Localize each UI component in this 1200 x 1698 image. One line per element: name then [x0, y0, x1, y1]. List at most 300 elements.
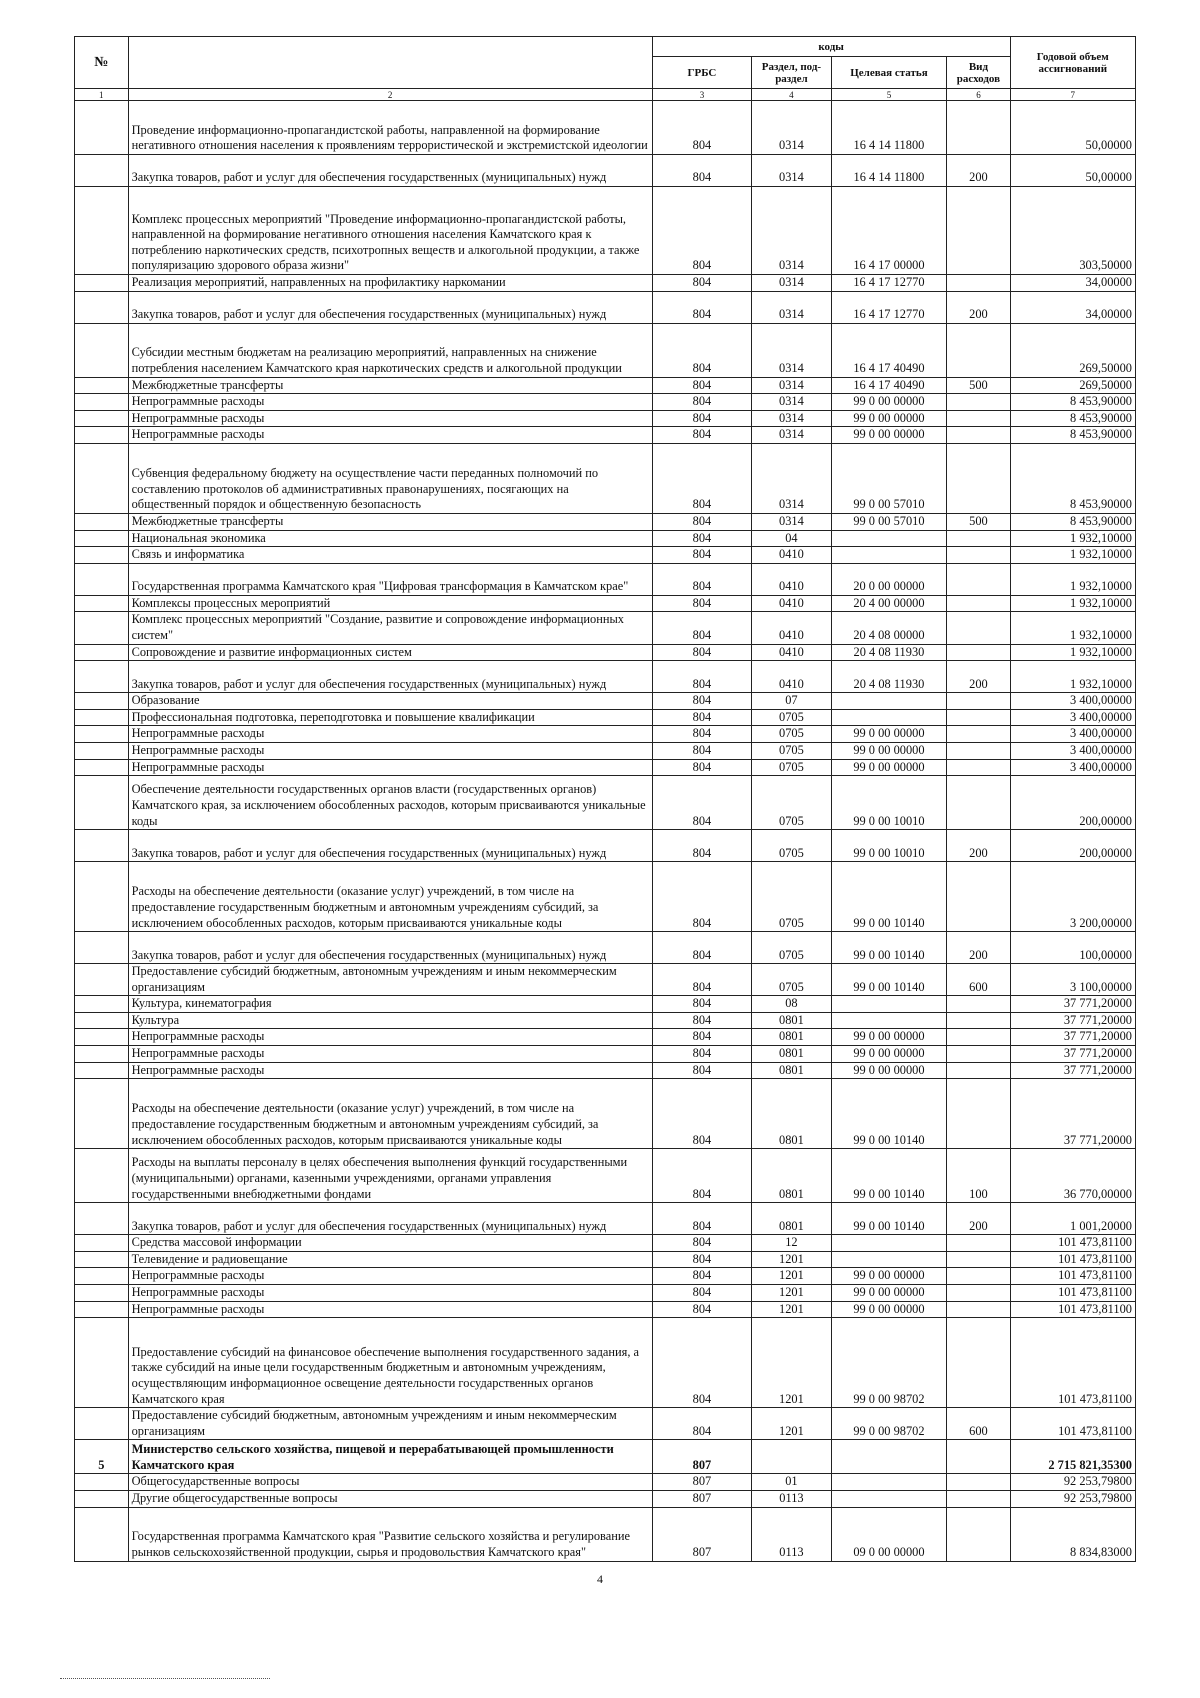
row-name: Национальная экономика	[128, 530, 652, 547]
row-volume: 50,00000	[1010, 101, 1135, 155]
header-index: 6	[947, 89, 1010, 101]
row-number	[75, 1046, 129, 1063]
row-grbs: 804	[652, 964, 752, 996]
table-row	[75, 547, 1136, 564]
row-name: Закупка товаров, работ и услуг для обеспечения государственных (муниципальных) нужд	[128, 1203, 652, 1235]
row-volume: 1 932,10000	[1010, 644, 1135, 661]
row-expense-type	[947, 394, 1010, 411]
row-volume: 3 200,00000	[1010, 862, 1135, 932]
row-razdel: 0314	[752, 155, 831, 187]
row-name: Межбюджетные трансферты	[128, 377, 652, 394]
row-volume: 37 771,20000	[1010, 1012, 1135, 1029]
row-target-article: 99 0 00 00000	[831, 1046, 947, 1063]
table-row	[75, 759, 1136, 776]
row-expense-type	[947, 1268, 1010, 1285]
table-row	[75, 513, 1136, 530]
row-volume: 37 771,20000	[1010, 1062, 1135, 1079]
row-target-article	[831, 1251, 947, 1268]
row-volume: 303,50000	[1010, 187, 1135, 275]
row-grbs: 804	[652, 1203, 752, 1235]
row-target-article: 20 4 08 11930	[831, 644, 947, 661]
row-volume: 8 453,90000	[1010, 410, 1135, 427]
row-name: Непрограммные расходы	[128, 427, 652, 444]
row-name: Закупка товаров, работ и услуг для обеспечения государственных (муниципальных) нужд	[128, 291, 652, 323]
row-expense-type	[947, 726, 1010, 743]
table-row	[75, 1062, 1136, 1079]
table-row	[75, 155, 1136, 187]
row-volume: 1 932,10000	[1010, 595, 1135, 612]
row-razdel: 0705	[752, 964, 831, 996]
table-row	[75, 1149, 1136, 1203]
row-razdel: 0314	[752, 275, 831, 292]
row-number	[75, 595, 129, 612]
table-row	[75, 1440, 1136, 1474]
row-grbs: 804	[652, 547, 752, 564]
row-razdel: 0801	[752, 1029, 831, 1046]
row-number	[75, 759, 129, 776]
row-expense-type	[947, 595, 1010, 612]
row-volume: 8 453,90000	[1010, 427, 1135, 444]
row-volume: 3 400,00000	[1010, 693, 1135, 710]
table-header	[75, 37, 1136, 101]
row-expense-type	[947, 547, 1010, 564]
row-razdel: 1201	[752, 1318, 831, 1408]
row-volume: 100,00000	[1010, 932, 1135, 964]
row-number	[75, 964, 129, 996]
row-number	[75, 1079, 129, 1149]
row-volume: 8 453,90000	[1010, 443, 1135, 513]
table-row	[75, 1079, 1136, 1149]
row-volume: 101 473,81100	[1010, 1301, 1135, 1318]
row-name: Предоставление субсидий на финансовое обеспечение выполнения государственного задания, а также субсидий на иные цели государственным бюджетным и автономным учреждениям, осуществляющим информационное освещение деятельности государственных органов Камчатского края	[128, 1318, 652, 1408]
row-name: Непрограммные расходы	[128, 1301, 652, 1318]
row-grbs: 804	[652, 443, 752, 513]
row-target-article: 99 0 00 10140	[831, 964, 947, 996]
row-number	[75, 394, 129, 411]
table-row	[75, 410, 1136, 427]
row-razdel: 0705	[752, 862, 831, 932]
row-name: Предоставление субсидий бюджетным, автономным учреждениям и иным некоммерческим организациям	[128, 1408, 652, 1440]
row-grbs: 807	[652, 1474, 752, 1491]
table-row	[75, 1507, 1136, 1561]
header-index: 5	[831, 89, 947, 101]
row-number	[75, 530, 129, 547]
row-expense-type: 200	[947, 155, 1010, 187]
row-volume: 1 932,10000	[1010, 547, 1135, 564]
row-name: Телевидение и радиовещание	[128, 1251, 652, 1268]
row-razdel: 0314	[752, 394, 831, 411]
row-number	[75, 1029, 129, 1046]
table-row	[75, 275, 1136, 292]
row-grbs: 804	[652, 742, 752, 759]
row-razdel: 0801	[752, 1149, 831, 1203]
row-expense-type	[947, 776, 1010, 830]
row-number	[75, 661, 129, 693]
row-razdel: 01	[752, 1474, 831, 1491]
table-row	[75, 964, 1136, 996]
row-target-article	[831, 1474, 947, 1491]
row-volume: 3 400,00000	[1010, 759, 1135, 776]
table-row	[75, 1046, 1136, 1063]
table-row	[75, 862, 1136, 932]
row-name: Профессиональная подготовка, переподготовка и повышение квалификации	[128, 709, 652, 726]
row-volume: 36 770,00000	[1010, 1149, 1135, 1203]
row-name: Непрограммные расходы	[128, 1029, 652, 1046]
row-name: Субвенция федеральному бюджету на осуществление части переданных полномочий по составлению протоколов об административных правонарушениях, посягающих на общественный порядок и общественную безопасность	[128, 443, 652, 513]
row-target-article	[831, 1012, 947, 1029]
row-expense-type	[947, 1474, 1010, 1491]
row-number	[75, 1507, 129, 1561]
row-target-article: 99 0 00 10010	[831, 776, 947, 830]
header-index: 3	[652, 89, 752, 101]
row-expense-type	[947, 1029, 1010, 1046]
row-grbs: 804	[652, 862, 752, 932]
row-razdel: 0410	[752, 563, 831, 595]
row-target-article: 20 0 00 00000	[831, 563, 947, 595]
row-razdel: 08	[752, 996, 831, 1013]
row-grbs: 804	[652, 291, 752, 323]
row-number	[75, 776, 129, 830]
row-grbs: 804	[652, 323, 752, 377]
row-volume: 101 473,81100	[1010, 1268, 1135, 1285]
row-razdel: 0801	[752, 1046, 831, 1063]
row-grbs: 804	[652, 513, 752, 530]
row-grbs: 804	[652, 996, 752, 1013]
row-number	[75, 612, 129, 644]
row-razdel: 0705	[752, 709, 831, 726]
row-name: Министерство сельского хозяйства, пищевой и перерабатывающей промышленности Камчатского края	[128, 1440, 652, 1474]
row-razdel: 0314	[752, 513, 831, 530]
row-target-article: 99 0 00 10010	[831, 830, 947, 862]
row-number	[75, 742, 129, 759]
row-grbs: 804	[652, 612, 752, 644]
table-row	[75, 693, 1136, 710]
table-row	[75, 1251, 1136, 1268]
row-target-article: 99 0 00 00000	[831, 1285, 947, 1302]
row-expense-type	[947, 996, 1010, 1013]
row-name: Комплекс процессных мероприятий "Проведение информационно-пропагандистской работы, направленной на формирование негативного отношения населения Камчатского края к потреблению наркотических средств, психотропных веществ и алкогольной продукции, а также популяризацию здорового образа жизни"	[128, 187, 652, 275]
table-row	[75, 1235, 1136, 1252]
row-grbs: 804	[652, 1012, 752, 1029]
row-name: Общегосударственные вопросы	[128, 1474, 652, 1491]
table-row	[75, 530, 1136, 547]
row-expense-type	[947, 759, 1010, 776]
row-expense-type: 500	[947, 513, 1010, 530]
row-name: Непрограммные расходы	[128, 1285, 652, 1302]
row-volume: 200,00000	[1010, 776, 1135, 830]
row-name: Закупка товаров, работ и услуг для обеспечения государственных (муниципальных) нужд	[128, 932, 652, 964]
row-grbs: 804	[652, 830, 752, 862]
row-razdel: 0314	[752, 323, 831, 377]
row-grbs: 804	[652, 275, 752, 292]
row-volume: 8 453,90000	[1010, 394, 1135, 411]
row-razdel: 04	[752, 530, 831, 547]
row-number	[75, 187, 129, 275]
table-row	[75, 291, 1136, 323]
row-razdel: 0314	[752, 427, 831, 444]
row-volume: 37 771,20000	[1010, 1079, 1135, 1149]
row-number	[75, 1318, 129, 1408]
row-volume: 8 834,83000	[1010, 1507, 1135, 1561]
row-razdel: 0314	[752, 377, 831, 394]
row-target-article	[831, 693, 947, 710]
row-number	[75, 1268, 129, 1285]
row-razdel	[752, 1440, 831, 1474]
row-razdel: 0705	[752, 830, 831, 862]
row-volume: 269,50000	[1010, 377, 1135, 394]
row-target-article	[831, 709, 947, 726]
row-number	[75, 323, 129, 377]
header-index: 2	[128, 89, 652, 101]
row-name: Культура	[128, 1012, 652, 1029]
row-expense-type: 100	[947, 1149, 1010, 1203]
row-expense-type	[947, 1235, 1010, 1252]
row-number	[75, 513, 129, 530]
row-razdel: 0410	[752, 595, 831, 612]
row-target-article: 16 4 14 11800	[831, 101, 947, 155]
row-razdel: 0705	[752, 776, 831, 830]
row-target-article: 16 4 17 12770	[831, 275, 947, 292]
row-number	[75, 862, 129, 932]
row-target-article: 99 0 00 00000	[831, 742, 947, 759]
table-row	[75, 1029, 1136, 1046]
row-volume: 3 400,00000	[1010, 742, 1135, 759]
row-name: Государственная программа Камчатского края "Развитие сельского хозяйства и регулирование рынков сельскохозяйственной продукции, сырья и продовольствия Камчатского края"	[128, 1507, 652, 1561]
table-body	[75, 101, 1136, 1562]
row-volume: 37 771,20000	[1010, 996, 1135, 1013]
row-grbs: 804	[652, 1029, 752, 1046]
row-expense-type	[947, 709, 1010, 726]
table-row	[75, 1203, 1136, 1235]
row-number	[75, 155, 129, 187]
row-number	[75, 275, 129, 292]
row-razdel: 0705	[752, 726, 831, 743]
header-name	[128, 37, 652, 89]
row-grbs: 804	[652, 726, 752, 743]
table-row	[75, 1474, 1136, 1491]
row-name: Государственная программа Камчатского края "Цифровая трансформация в Камчатском крае"	[128, 563, 652, 595]
table-row	[75, 932, 1136, 964]
row-volume: 101 473,81100	[1010, 1251, 1135, 1268]
row-grbs: 804	[652, 1251, 752, 1268]
row-number	[75, 932, 129, 964]
table-row	[75, 1318, 1136, 1408]
row-expense-type: 200	[947, 291, 1010, 323]
row-expense-type	[947, 1046, 1010, 1063]
row-number	[75, 101, 129, 155]
row-number	[75, 1012, 129, 1029]
row-grbs: 804	[652, 1235, 752, 1252]
row-name: Обеспечение деятельности государственных органов власти (государственных органов) Камчатского края, за исключением обособленных расходов, которым присваиваются уникальные коды	[128, 776, 652, 830]
row-name: Образование	[128, 693, 652, 710]
row-target-article: 99 0 00 10140	[831, 1079, 947, 1149]
row-volume: 34,00000	[1010, 291, 1135, 323]
row-number	[75, 410, 129, 427]
row-number	[75, 1251, 129, 1268]
row-razdel: 0113	[752, 1507, 831, 1561]
header-target-article: Целевая статья	[831, 57, 947, 89]
table-row	[75, 377, 1136, 394]
row-number	[75, 563, 129, 595]
row-razdel: 1201	[752, 1251, 831, 1268]
table-row	[75, 830, 1136, 862]
row-target-article: 99 0 00 10140	[831, 932, 947, 964]
row-grbs: 804	[652, 101, 752, 155]
row-target-article: 99 0 00 57010	[831, 443, 947, 513]
row-expense-type	[947, 1440, 1010, 1474]
row-number	[75, 291, 129, 323]
row-expense-type: 200	[947, 932, 1010, 964]
row-name: Субсидии местным бюджетам на реализацию мероприятий, направленных на снижение потребления населением Камчатского края наркотических средств и алкогольной продукции	[128, 323, 652, 377]
row-target-article	[831, 1491, 947, 1508]
table-row	[75, 996, 1136, 1013]
table-row	[75, 443, 1136, 513]
row-grbs: 804	[652, 155, 752, 187]
table-row	[75, 776, 1136, 830]
row-expense-type	[947, 693, 1010, 710]
row-target-article: 16 4 17 40490	[831, 377, 947, 394]
row-grbs: 804	[652, 693, 752, 710]
row-target-article: 16 4 17 00000	[831, 187, 947, 275]
row-razdel: 0410	[752, 644, 831, 661]
row-number	[75, 443, 129, 513]
row-expense-type	[947, 101, 1010, 155]
row-volume: 3 400,00000	[1010, 709, 1135, 726]
row-target-article: 16 4 17 40490	[831, 323, 947, 377]
row-expense-type	[947, 1012, 1010, 1029]
row-razdel: 0410	[752, 547, 831, 564]
row-name: Расходы на обеспечение деятельности (оказание услуг) учреждений, в том числе на предоставление государственным бюджетным и автономным учреждениям субсидий, за исключением обособленных расходов, которым присваиваются уникальные коды	[128, 862, 652, 932]
row-target-article: 99 0 00 00000	[831, 1301, 947, 1318]
row-grbs: 804	[652, 187, 752, 275]
row-volume: 3 400,00000	[1010, 726, 1135, 743]
footer-rule	[60, 1678, 270, 1679]
row-expense-type	[947, 1491, 1010, 1508]
header-grbs: ГРБС	[652, 57, 752, 89]
row-razdel: 0314	[752, 291, 831, 323]
row-grbs: 807	[652, 1491, 752, 1508]
row-expense-type	[947, 862, 1010, 932]
row-target-article: 99 0 00 00000	[831, 394, 947, 411]
row-razdel: 0705	[752, 932, 831, 964]
row-razdel: 0705	[752, 759, 831, 776]
row-grbs: 804	[652, 1285, 752, 1302]
row-razdel: 12	[752, 1235, 831, 1252]
row-target-article: 99 0 00 00000	[831, 427, 947, 444]
header-index: 1	[75, 89, 129, 101]
row-target-article	[831, 996, 947, 1013]
table-row	[75, 1285, 1136, 1302]
row-target-article: 09 0 00 00000	[831, 1507, 947, 1561]
table-row	[75, 709, 1136, 726]
row-name: Непрограммные расходы	[128, 726, 652, 743]
row-grbs: 804	[652, 563, 752, 595]
table-row	[75, 1268, 1136, 1285]
row-number	[75, 644, 129, 661]
row-razdel: 1201	[752, 1268, 831, 1285]
row-expense-type	[947, 1507, 1010, 1561]
row-volume: 92 253,79800	[1010, 1491, 1135, 1508]
row-number	[75, 1408, 129, 1440]
row-razdel: 0314	[752, 443, 831, 513]
row-expense-type	[947, 410, 1010, 427]
row-name: Связь и информатика	[128, 547, 652, 564]
row-grbs: 804	[652, 1149, 752, 1203]
row-volume: 92 253,79800	[1010, 1474, 1135, 1491]
row-target-article: 20 4 00 00000	[831, 595, 947, 612]
row-grbs: 804	[652, 709, 752, 726]
table-row	[75, 101, 1136, 155]
row-grbs: 804	[652, 1268, 752, 1285]
row-grbs: 807	[652, 1507, 752, 1561]
row-razdel: 0113	[752, 1491, 831, 1508]
row-target-article: 99 0 00 00000	[831, 1062, 947, 1079]
row-target-article: 99 0 00 10140	[831, 1149, 947, 1203]
row-volume: 1 001,20000	[1010, 1203, 1135, 1235]
row-volume: 101 473,81100	[1010, 1235, 1135, 1252]
row-target-article: 99 0 00 10140	[831, 1203, 947, 1235]
row-name: Межбюджетные трансферты	[128, 513, 652, 530]
row-target-article: 99 0 00 00000	[831, 759, 947, 776]
row-number	[75, 830, 129, 862]
row-target-article: 20 4 08 11930	[831, 661, 947, 693]
row-expense-type	[947, 1285, 1010, 1302]
row-razdel: 1201	[752, 1285, 831, 1302]
row-number	[75, 1149, 129, 1203]
row-razdel: 1201	[752, 1408, 831, 1440]
row-razdel: 0314	[752, 187, 831, 275]
row-razdel: 0705	[752, 742, 831, 759]
row-name: Расходы на обеспечение деятельности (оказание услуг) учреждений, в том числе на предоставление государственным бюджетным и автономным учреждениям субсидий, за исключением обособленных расходов, которым присваиваются уникальные коды	[128, 1079, 652, 1149]
row-expense-type	[947, 187, 1010, 275]
row-target-article: 99 0 00 00000	[831, 1029, 947, 1046]
row-razdel: 07	[752, 693, 831, 710]
row-grbs: 804	[652, 644, 752, 661]
row-number	[75, 1491, 129, 1508]
row-volume: 8 453,90000	[1010, 513, 1135, 530]
row-number	[75, 427, 129, 444]
row-grbs: 804	[652, 661, 752, 693]
row-volume: 34,00000	[1010, 275, 1135, 292]
table-row	[75, 612, 1136, 644]
header-expense-type: Вид расходов	[947, 57, 1010, 89]
table-row	[75, 1408, 1136, 1440]
row-target-article	[831, 1440, 947, 1474]
row-target-article: 20 4 08 00000	[831, 612, 947, 644]
row-name: Непрограммные расходы	[128, 394, 652, 411]
row-target-article	[831, 1235, 947, 1252]
row-grbs: 804	[652, 1318, 752, 1408]
row-volume: 50,00000	[1010, 155, 1135, 187]
row-grbs: 804	[652, 1046, 752, 1063]
row-number	[75, 1235, 129, 1252]
header-index-row	[75, 89, 1136, 101]
row-expense-type: 600	[947, 1408, 1010, 1440]
row-razdel: 1201	[752, 1301, 831, 1318]
row-volume: 1 932,10000	[1010, 530, 1135, 547]
row-volume: 101 473,81100	[1010, 1408, 1135, 1440]
row-expense-type	[947, 275, 1010, 292]
row-number	[75, 1474, 129, 1491]
row-expense-type: 600	[947, 964, 1010, 996]
row-name: Комплекс процессных мероприятий "Создание, развитие и сопровождение информационных систем"	[128, 612, 652, 644]
row-grbs: 804	[652, 427, 752, 444]
row-target-article	[831, 547, 947, 564]
row-name: Закупка товаров, работ и услуг для обеспечения государственных (муниципальных) нужд	[128, 661, 652, 693]
row-grbs: 804	[652, 410, 752, 427]
table-row	[75, 563, 1136, 595]
row-name: Непрограммные расходы	[128, 759, 652, 776]
